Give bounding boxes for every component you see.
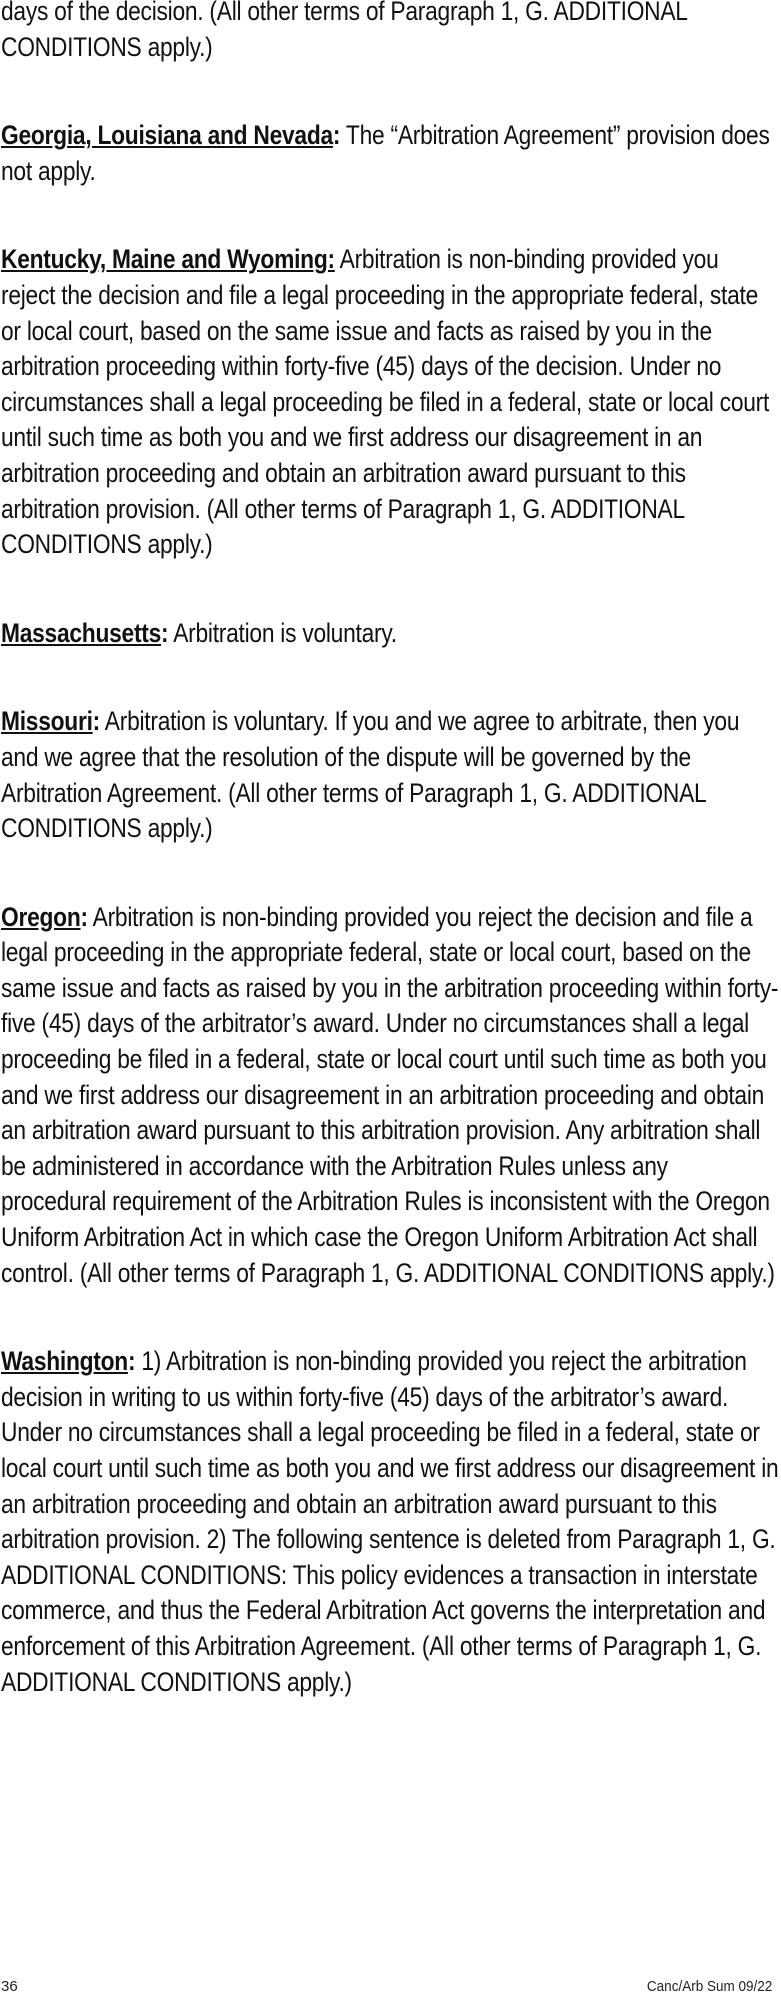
section-body: 1) Arbitration is non-binding provided you reject the arbitration decision in writing to us within forty-five (45) days of the arbitrator’s award. Under no circumstances shall a legal proceeding be filed in a federal, state or local court until such time as both you and we first address our disagreement in an arbitration proceeding and obtain an arbitration award pursuant to this arbitration provision. 2) The following sentence is deleted from Paragraph 1, G. ADDITIONAL CONDITIONS: This policy evidences a transaction in interstate commerce, and thus the Federal Arbitration Act governs the interpretation and enforcement of this Arbitration Agreement. (All other terms of Paragraph 1, G. ADDITIONAL CONDITIONS apply.)	[1, 1346, 779, 1697]
section-kentucky-maine-wyoming	[1, 242, 778, 562]
section-heading: Missouri	[1, 706, 93, 737]
heading-colon: :	[80, 901, 88, 932]
section-washington	[1, 1344, 778, 1700]
section-georgia-louisiana-nevada	[1, 118, 778, 189]
heading-colon: :	[161, 617, 169, 648]
section-missouri	[1, 704, 778, 846]
section-heading: Massachusetts	[1, 617, 162, 648]
section-heading: Oregon	[1, 901, 81, 932]
section-heading: Georgia, Louisiana and Nevada	[1, 120, 333, 151]
heading-colon: :	[332, 120, 341, 151]
section-heading: Kentucky, Maine and Wyoming:	[1, 244, 335, 275]
heading-colon: :	[127, 1346, 136, 1377]
section-oregon	[1, 900, 778, 1292]
form-code: Canc/Arb Sum 09/22	[646, 1978, 772, 1995]
section-body: Arbitration is non-binding provided you reject the decision and file a legal proceeding in the appropriate federal, state or local court, based on the same issue and facts as raised by you in the arbitration proceeding within forty-five (45) days of the arbitrator’s award. Under no circumstances shall a legal proceeding be filed in a federal, state or local court until such time as both you and we first address our disagreement in an arbitration proceeding and obtain an arbitration award pursuant to this arbitration provision. Any arbitration shall be administered in accordance with the Arbitration Rules unless any procedural requirement of the Arbitration Rules is inconsistent with the Oregon Uniform Arbitration Act in which case the Oregon Uniform Arbitration Act shall control. (All other terms of Paragraph 1, G. ADDITIONAL CONDITIONS apply.)	[1, 901, 779, 1288]
section-body: Arbitration is non-binding provided you reject the decision and file a legal proceeding in the appropriate federal, state or local court, based on the same issue and facts as raised by you in the arbitration proceeding within forty-five (45) days of the decision. Under no circumstances shall a legal proceeding be filed in a federal, state or local court until such time as both you and we first address our disagreement in an arbitration proceeding and obtain an arbitration award pursuant to this arbitration provision. (All other terms of Paragraph 1, G. ADDITIONAL CONDITIONS apply.)	[1, 244, 770, 560]
continuation-paragraph: days of the decision. (All other terms of Paragraph 1, G. ADDITIONAL CONDITIONS apply.)	[1, 0, 687, 62]
section-heading: Washington	[1, 1346, 128, 1377]
heading-colon: :	[92, 706, 100, 737]
page-number: 36	[1, 1978, 18, 1995]
section-body: Arbitration is voluntary. If you and we agree to arbitrate, then you and we agree that the resolution of the dispute will be governed by the Arbitration Agreement. (All other terms of Paragraph 1, G. ADDITIONAL CONDITIONS apply.)	[1, 706, 740, 844]
section-body: Arbitration is voluntary.	[168, 617, 397, 648]
section-massachusetts	[1, 616, 778, 652]
section-body: The “Arbitration Agreement” provision does not apply.	[1, 120, 770, 186]
